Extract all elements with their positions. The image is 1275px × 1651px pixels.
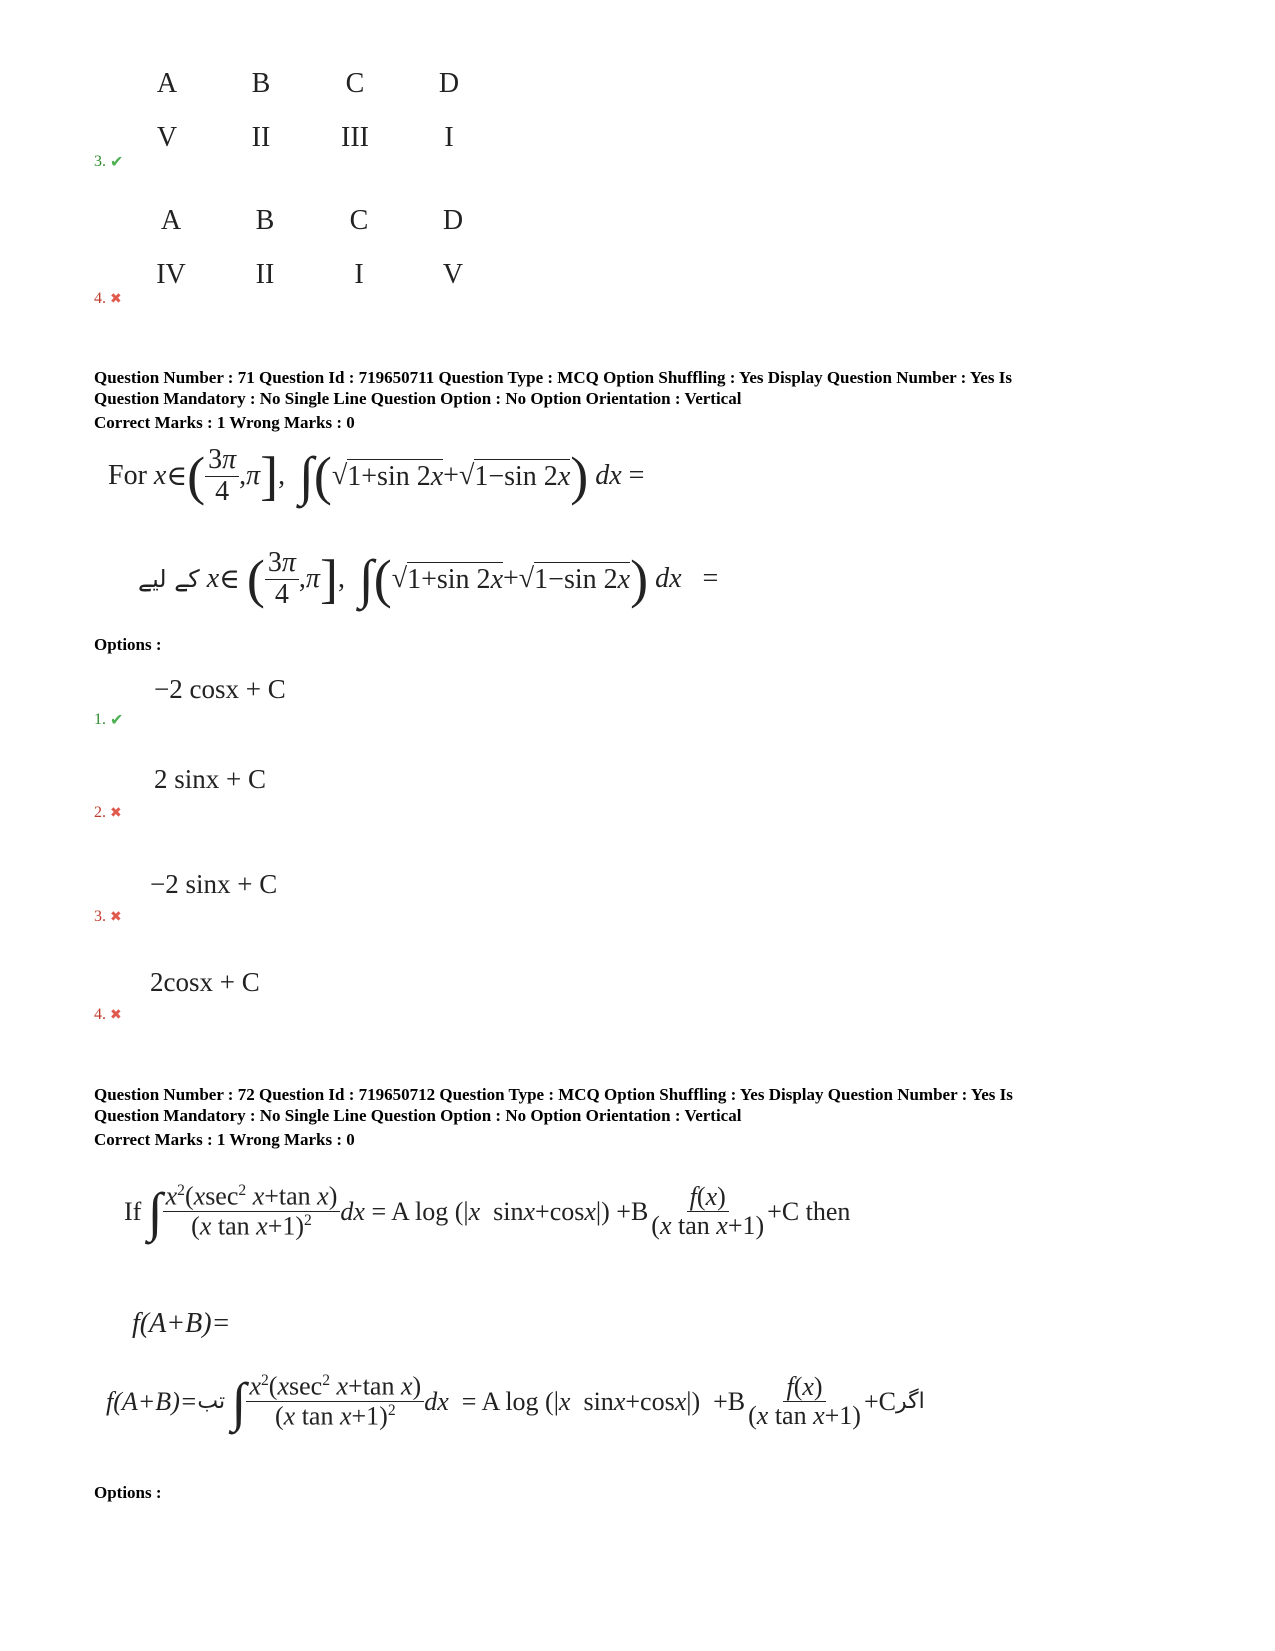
- match-table: [120, 68, 496, 154]
- option-number: 2. ✖: [94, 804, 122, 821]
- marks-line: Correct Marks : 1 Wrong Marks : 0: [94, 1130, 355, 1149]
- option-text: 2cosx + C: [150, 967, 260, 997]
- table-cell: V: [156, 122, 178, 153]
- check-icon: ✔: [110, 712, 124, 729]
- match-table: [124, 205, 500, 291]
- cross-icon: ✖: [110, 291, 122, 307]
- table-header: D: [442, 205, 464, 236]
- option-number: 3. ✖: [94, 908, 122, 925]
- table-cell: II: [255, 259, 275, 290]
- options-label: Options :: [94, 635, 162, 654]
- question-formula-en: If ∫ $\frac{x^2(xsec^2 x+\tan x)}{(x \tan x+1)^2}$ dx = A log (| x sin x +cos x |) +B $\frac{f(x)}{\text{(x tan x+1)}}$ +C then: [124, 1181, 851, 1242]
- table-cell: I: [444, 122, 454, 153]
- table-header: B: [255, 205, 275, 236]
- table-cell: V: [442, 259, 464, 290]
- option-number: 4. ✖: [94, 1006, 122, 1023]
- option-text: 2 sinx + C: [154, 764, 266, 794]
- table-header: D: [438, 68, 460, 99]
- table-header: C: [349, 205, 369, 236]
- table-cell: I: [354, 259, 364, 290]
- options-label: Options :: [94, 1483, 162, 1502]
- formula-suffix: then: [805, 1196, 851, 1226]
- cross-icon: ✖: [110, 909, 122, 925]
- formula-prefix: کے لیے: [138, 565, 200, 594]
- option-number: 1. ✔: [94, 711, 124, 729]
- table-cell: III: [341, 122, 369, 153]
- question-meta: Question Number : 71 Question Id : 719650711 Question Type : MCQ Option Shuffling : Yes Display Question Number : Yes Is Question Mandatory : No Single Line Question Option : No Option Orientation : Vertical: [94, 368, 1012, 408]
- option-text: −2 cosx + C: [154, 674, 286, 704]
- option-text: −2 sinx + C: [150, 869, 278, 899]
- question-formula-ur: f(A+B)= تب ∫ $\frac{x^2(xsec^2 x+\tan x)}{(x \tan x+1)^2}$ dx = A log (| x sin x +cos x |) +B $\frac{f(x)}{\text{(x tan x+1)}}$ +C اگر: [106, 1371, 925, 1432]
- table-header: B: [251, 68, 271, 99]
- question-formula-ur: کے لیے x ∈ ( $\frac{3\pi}{4}$ , π ] , ∫( √ 1+sin 2x +√ 1−sin 2x ) dx =: [138, 547, 719, 610]
- formula-prefix: For: [108, 460, 147, 492]
- table-header: A: [156, 68, 178, 99]
- table-cell: II: [251, 122, 271, 153]
- cross-icon: ✖: [110, 805, 122, 821]
- check-icon: ✔: [110, 154, 124, 171]
- formula-prefix: If: [124, 1196, 142, 1226]
- question-formula-en: For x ∈ ( $\frac{3\pi}{4}$ , π ] , ∫( √ 1+sin 2x +√ 1−sin 2x ) dx =: [108, 444, 645, 507]
- marks-line: Correct Marks : 1 Wrong Marks : 0: [94, 413, 355, 432]
- question-meta: Question Number : 72 Question Id : 719650712 Question Type : MCQ Option Shuffling : Yes Display Question Number : Yes Is Question Mandatory : No Single Line Question Option : No Option Orientation : Vertical: [94, 1085, 1013, 1125]
- asked-expression: f(A+B)=: [132, 1308, 231, 1339]
- table-cell: IV: [156, 259, 186, 290]
- cross-icon: ✖: [110, 1007, 122, 1023]
- table-header: A: [160, 205, 182, 236]
- option-number: 4. ✖: [94, 290, 122, 307]
- option-number: 3. ✔: [94, 153, 124, 171]
- table-header: C: [345, 68, 365, 99]
